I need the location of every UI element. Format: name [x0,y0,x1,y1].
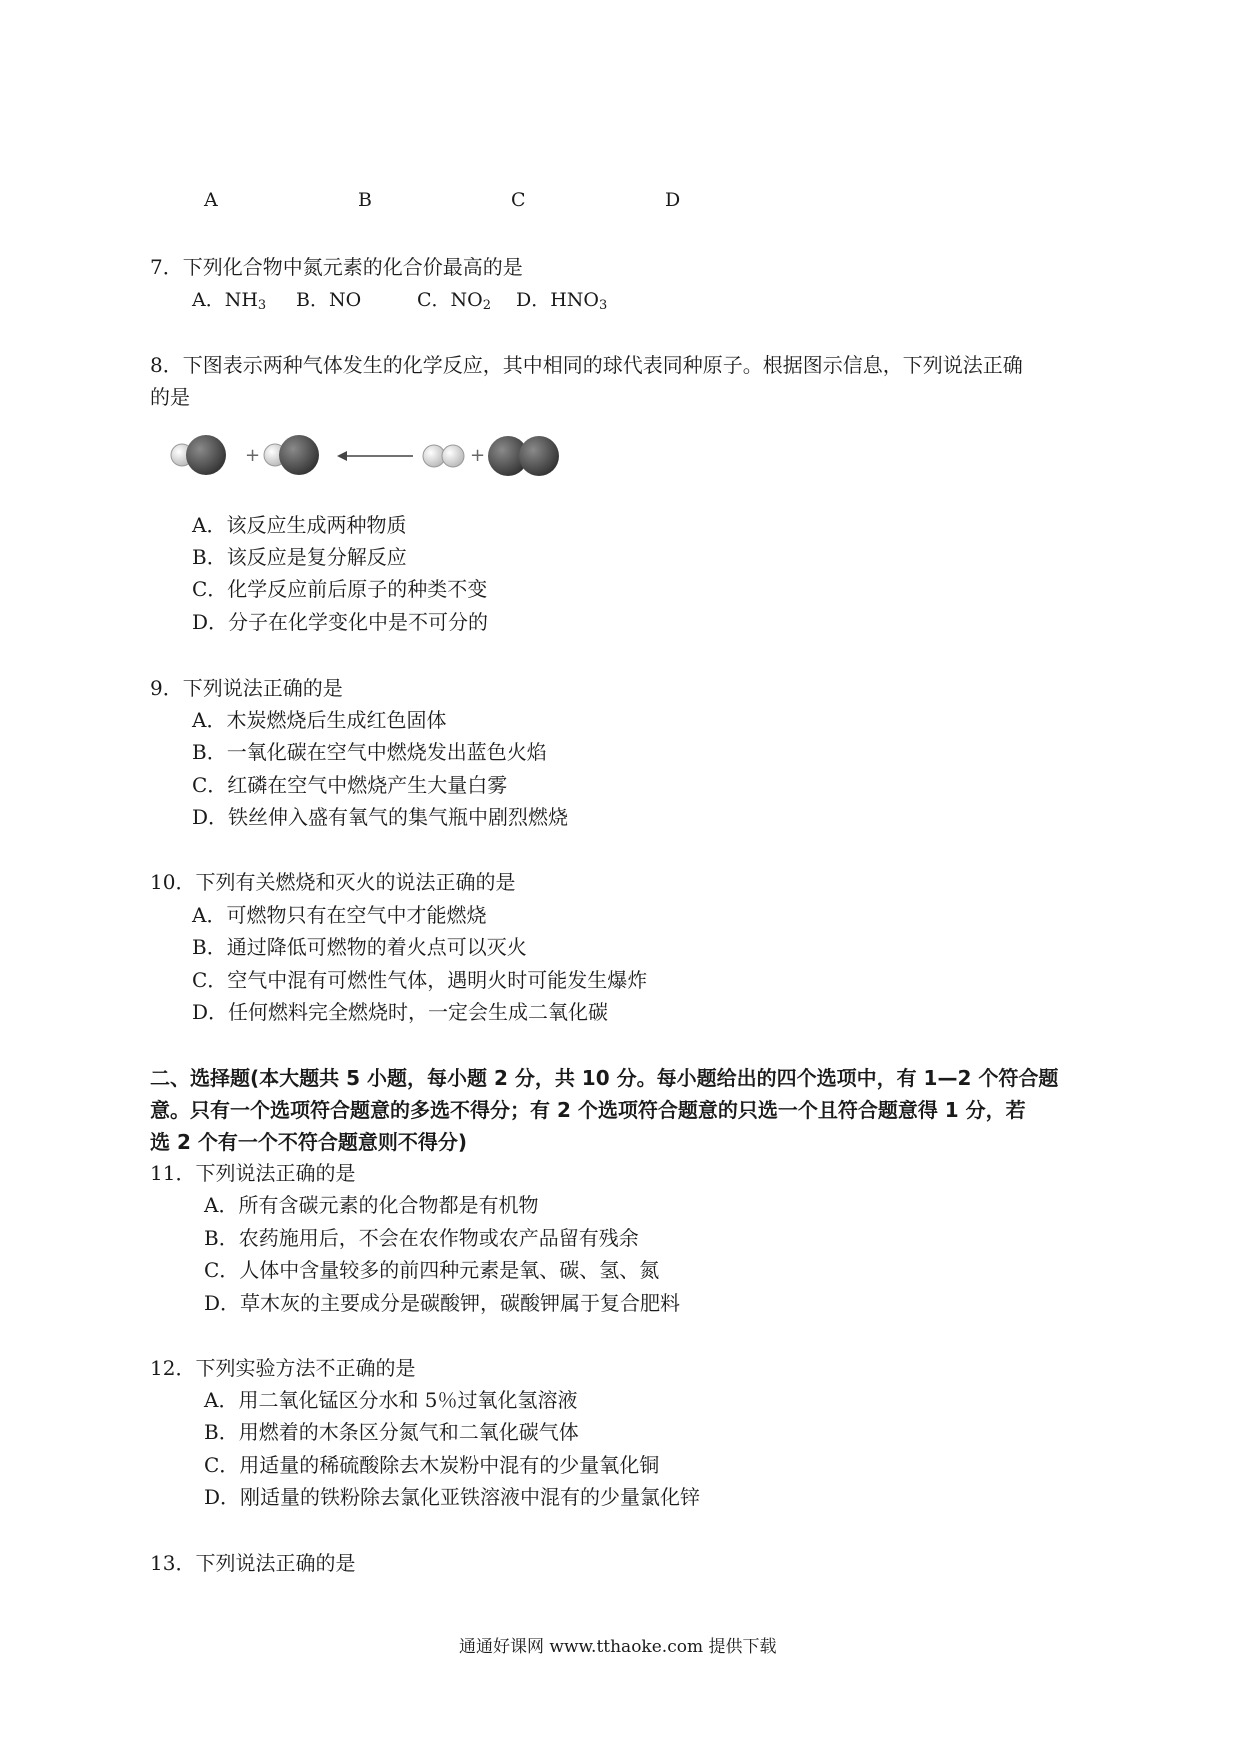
q8-option-c: C．化学反应前后原子的种类不变 [192,577,488,601]
product-molecule-1 [171,435,226,475]
q9-option-b: B．一氧化碳在空气中燃烧发出蓝色火焰 [192,740,547,764]
reactant-molecule-light [423,445,464,467]
q8-option-d: D．分子在化学变化中是不可分的 [192,610,489,634]
q7-option-a: A．$NH_3$ [192,289,267,313]
q13-stem: 13．下列说法正确的是 [150,1551,356,1575]
q11-option-a: A．所有含碳元素的化合物都是有机物 [204,1193,539,1217]
light-atom [442,445,464,467]
q7-option-c: C．$NO_2$ [417,289,492,313]
q7-stem: 7．下列化合物中氮元素的化合价最高的是 [150,255,523,279]
q6-label-a: A [204,189,218,211]
q7-option-b: B．NO [296,289,362,311]
section2-heading-line1: 二、选择题(本大题共 5 小题，每小题 2 分，共 10 分。每小题给出的四个选项中，有 1—2 个符合题 [150,1066,1059,1090]
plus-sign-2: + [470,445,486,466]
reaction-arrow-icon [337,451,413,461]
q12-stem: 12．下列实验方法不正确的是 [150,1356,416,1380]
reaction-diagram [165,428,605,493]
q9-stem: 9．下列说法正确的是 [150,676,343,700]
q8-stem-line2: 的是 [150,385,190,409]
product-molecule-2 [264,435,319,475]
plus-sign-1: + [245,445,261,466]
q12-option-b: B．用燃着的木条区分氮气和二氧化碳气体 [204,1420,579,1444]
q10-stem: 10．下列有关燃烧和灭火的说法正确的是 [150,870,516,894]
q6-label-b: B [358,189,372,211]
dark-atom [279,435,319,475]
reactant-molecule-dark [488,436,559,476]
q6-label-d: D [665,189,681,211]
q10-option-d: D．任何燃料完全燃烧时，一定会生成二氧化碳 [192,1000,609,1024]
q11-option-b: B．农药施用后，不会在农作物或农产品留有残余 [204,1226,639,1250]
q10-option-b: B．通过降低可燃物的着火点可以灭火 [192,935,527,959]
q12-option-d: D．刚适量的铁粉除去氯化亚铁溶液中混有的少量氯化锌 [204,1485,701,1509]
q8-stem-line1: 8．下图表示两种气体发生的化学反应，其中相同的球代表同种原子。根据图示信息，下列说法正确 [150,353,1023,377]
q12-option-a: A．用二氧化锰区分水和 5％过氧化氢溶液 [204,1388,578,1412]
dark-atom [519,436,559,476]
q6-label-c: C [511,189,526,211]
q8-option-b: B．该反应是复分解反应 [192,545,407,569]
q11-option-c: C．人体中含量较多的前四种元素是氧、碳、氢、氮 [204,1258,660,1282]
q7-option-d: D．$HNO_3$ [516,289,608,313]
q8-option-a: A．该反应生成两种物质 [192,513,407,537]
q7-options [192,286,608,320]
q12-option-c: C．用适量的稀硫酸除去木炭粉中混有的少量氧化铜 [204,1453,660,1477]
q9-option-d: D．铁丝伸入盛有氧气的集气瓶中剧烈燃烧 [192,805,569,829]
q10-option-a: A．可燃物只有在空气中才能燃烧 [192,903,487,927]
q9-option-c: C．红磷在空气中燃烧产生大量白雾 [192,773,508,797]
section2-heading-line2: 意。只有一个选项符合题意的多选不得分；有 2 个选项符合题意的只选一个且符合题意得 1 分，若 [150,1098,1026,1122]
dark-atom [186,435,226,475]
q11-stem: 11．下列说法正确的是 [150,1161,356,1185]
q10-option-c: C．空气中混有可燃性气体，遇明火时可能发生爆炸 [192,968,648,992]
page-footer: 通通好课网 www.tthaoke.com 提供下载 [459,1637,777,1657]
section2-heading-line3: 选 2 个有一个不符合题意则不得分) [150,1130,467,1154]
q11-option-d: D．草木灰的主要成分是碳酸钾，碳酸钾属于复合肥料 [204,1291,681,1315]
q9-option-a: A．木炭燃烧后生成红色固体 [192,708,447,732]
